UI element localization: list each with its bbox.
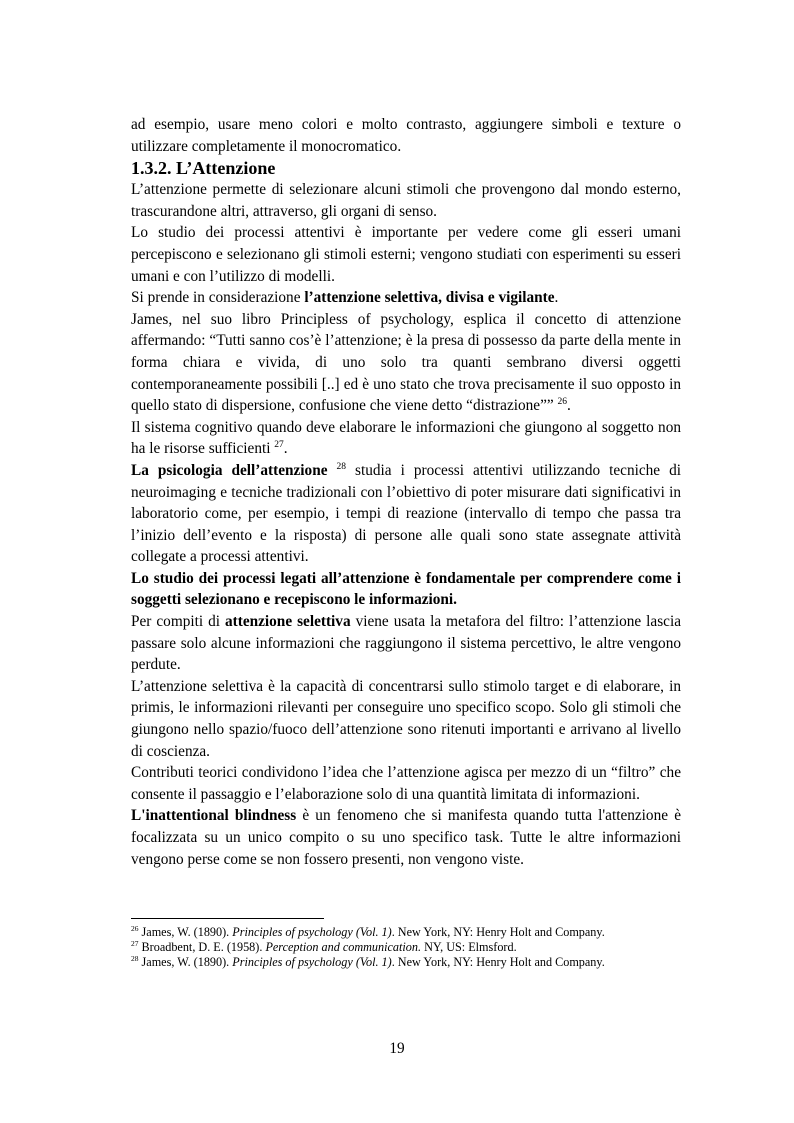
footnote-ref-27[interactable]: 27 — [274, 440, 284, 451]
section-heading: 1.3.2. L’Attenzione — [131, 158, 276, 179]
paragraph-types-of-attention: Si prende in considerazione l’attenzione selettiva, divisa e vigilante. — [131, 289, 559, 307]
paragraph-filter-metaphor: Per compiti di attenzione selettiva viene usata la metafora del filtro: l’attenzione lascia passare solo alcune informazioni che raggiungono il sistema percettivo, le altre vengono perdute. — [131, 613, 681, 674]
footnote-separator — [131, 918, 324, 919]
bold-attention-psychology: La psicologia dell’attenzione — [131, 461, 328, 479]
paragraph-cognitive-system: Il sistema cognitivo quando deve elaborare le informazioni che giungono al soggetto non ha le risorse sufficienti $^{27}$. — [131, 418, 681, 458]
paragraph-bold-statement: Lo studio dei processi legati all’attenzione è fondamentale per comprendere come i soggetti selezionano e recepiscono le informazioni. — [131, 569, 681, 609]
paragraph-attentive-processes: Lo studio dei processi attentivi è importante per vedere come gli esseri umani percepiscono e selezionano gli stimoli esterni; vengono studiati con esperimenti su esseri umani e con l’utilizzo di modelli. — [131, 224, 681, 285]
bold-attention-types: l’attenzione selettiva, divisa e vigilante — [304, 289, 555, 307]
paragraph-attention-psychology: La psicologia dell’attenzione $^{28}$ studia i processi attentivi utilizzando tecniche di neuroimaging e tecniche tradizionali con l’obiettivo di poter misurare dati significativi in laboratorio come, per esempio, i tempi di reazione (intervallo di tempo che passa tra l’inizio dell’evento e la risposta) di persone alle quali sono state assegnate attività collegate a processi attentivi. — [131, 461, 682, 566]
bold-selective-attention: attenzione selettiva — [224, 613, 351, 631]
footnote-ref-26[interactable]: 26 — [557, 397, 567, 408]
page-number: 19 — [389, 1040, 405, 1057]
paragraph-continuation: ad esempio, usare meno colori e molto contrasto, aggiungere simboli e texture o utilizzare completamente il monocromatico. — [131, 116, 681, 155]
paragraph-filter-theory: Contributi teorici condividono l’idea che l’attenzione agisca per mezzo di un “filtro” che consente il passaggio e l’elaborazione solo di una quantità limitata di informazioni. — [131, 764, 681, 803]
footnote-ref-28[interactable]: 28 — [336, 461, 347, 472]
footnote-27: $^{27}$ Broadbent, D. E. (1958). Perception and communication. NY, US: Elmsford. — [131, 938, 517, 954]
paragraph-james-quote: James, nel suo libro Principless of psychology, esplica il concetto di attenzione affermando: “Tutti sanno cos’è l’attenzione; è la presa di possesso da parte della mente in forma chiara e vivida, di uno solo tra quanti sembrano diversi oggetti contemporaneamente possibili [..] ed è uno stato che trova precisamente il suo opposto in quello stato di dispersione, confusione che viene detto “distrazione”” $^{26}$. — [131, 310, 681, 415]
bold-inattentional-blindness: L'inattentional blindness — [131, 807, 297, 825]
footnotes — [131, 925, 691, 970]
paragraph-selective-attention: L’attenzione selettiva è la capacità di concentrarsi sullo stimolo target e di elaborare, in primis, le informazioni rilevanti per conseguire uno specifico scopo. Solo gli stimoli che giungono nello spazio/fuoco dell’attenzione sono ritenuti importanti e arrivano al livello di coscienza. — [131, 677, 681, 760]
body-text — [131, 114, 681, 870]
paragraph-inattentional-blindness: L'inattentional blindness è un fenomeno che si manifesta quando tutta l'attenzione è focalizzata su un unico compito o su uno specifico task. Tutte le altre informazioni vengono perse come se non fossero presenti, non vengono viste. — [131, 807, 681, 868]
paragraph-attention-definition: L’attenzione permette di selezionare alcuni stimoli che provengono dal mondo esterno, trascurandone altri, attraverso, gli organi di senso. — [131, 181, 681, 220]
footnote-28: $^{28}$ James, W. (1890). Principles of psychology (Vol. 1). New York, NY: Henry Holt and Company. — [131, 953, 605, 969]
footnote-26: $^{26}$ James, W. (1890). Principles of psychology (Vol. 1). New York, NY: Henry Holt and Company. — [131, 923, 605, 939]
